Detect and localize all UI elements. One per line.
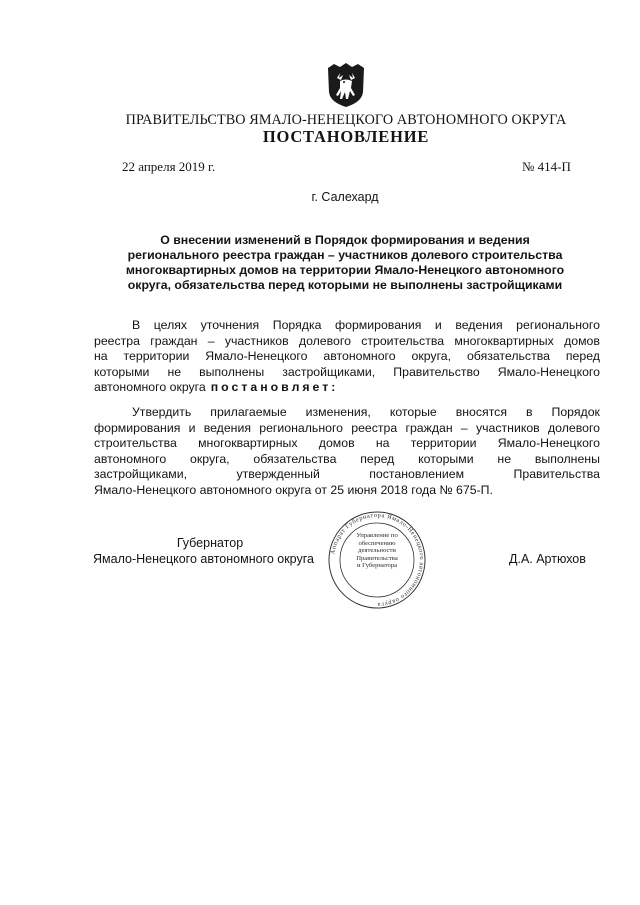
stamp-ring-text: Аппарат Губернатора Ямало-Ненецкого автономного округа xyxy=(329,511,426,609)
word: реестра xyxy=(351,420,398,435)
signatory-organization: Ямало-Ненецкого автономного округа xyxy=(93,552,314,566)
title-line: регионального реестра граждан – участников долевого строительства xyxy=(127,248,563,262)
word: на xyxy=(375,436,390,451)
signatory-title: Губернатор xyxy=(176,536,244,550)
word: территории xyxy=(123,349,190,364)
text-fragment: Ямало-Ненецкого автономного округа от 25 июня 2018 года № 675-П. xyxy=(94,482,493,497)
word: и xyxy=(434,318,442,332)
word: автономного xyxy=(323,349,396,364)
word: Ямало-Ненецкого xyxy=(497,436,600,451)
word: которыми xyxy=(418,451,474,466)
word: Правительства xyxy=(513,467,600,482)
stamp-center-text xyxy=(349,532,405,570)
word: домов xyxy=(318,436,355,451)
word: участников xyxy=(224,333,289,348)
word: автономного xyxy=(94,451,167,466)
word: многоквартирных xyxy=(198,436,298,451)
document-type: ПОСТАНОВЛЕНИЕ xyxy=(262,127,430,146)
coat-of-arms-icon xyxy=(326,62,366,108)
word: не xyxy=(497,451,512,466)
word: изменения, xyxy=(305,405,371,419)
word: которыми xyxy=(94,364,150,379)
word: долевого xyxy=(547,420,600,435)
word: утвержденный xyxy=(236,467,320,482)
stamp-line: Управление по xyxy=(356,532,398,539)
word: уточнения xyxy=(200,318,260,332)
word: участников xyxy=(475,420,540,435)
word: которые xyxy=(389,405,437,419)
word: обязательства xyxy=(466,349,550,364)
word: – xyxy=(460,420,468,435)
document-place: г. Салехард xyxy=(311,190,379,204)
word: выполнены xyxy=(199,364,265,379)
text-line xyxy=(94,380,600,396)
word: перед xyxy=(565,349,600,364)
word: целях xyxy=(153,318,188,332)
word: и xyxy=(188,420,196,435)
stamp-line: Правительства xyxy=(356,554,398,562)
word: застройщиками, xyxy=(282,364,376,379)
word: застройщиками, xyxy=(94,467,188,482)
text-line xyxy=(94,483,600,499)
word: строительства xyxy=(94,436,177,451)
text-line xyxy=(94,349,600,365)
word: строительства xyxy=(361,333,445,348)
text-line xyxy=(94,467,600,483)
document-title xyxy=(95,233,595,293)
word: в xyxy=(525,405,533,419)
title-line: округа, обязательства перед которыми не выполнены застройщиками xyxy=(127,278,563,292)
word: постановлением xyxy=(369,467,465,482)
government-name: ПРАВИТЕЛЬСТВО ЯМАЛО-НЕНЕЦКОГО АВТОНОМНОГО ОКРУГА xyxy=(125,112,567,128)
word: регионального xyxy=(259,420,344,435)
word: Ямало-Ненецкого xyxy=(497,364,600,379)
stamp-line: обеспечению xyxy=(358,539,396,547)
title-line: О внесении изменений в Порядок формирования и ведения xyxy=(160,233,530,247)
text-line xyxy=(94,334,600,350)
word: граждан xyxy=(405,420,453,435)
word: В xyxy=(132,318,141,332)
stamp-line: и Губернатора xyxy=(356,562,398,570)
word: домов xyxy=(564,333,600,348)
text-line xyxy=(94,436,600,452)
text-line xyxy=(94,405,600,421)
word: Ямало-Ненецкого xyxy=(205,349,308,364)
word: вносятся xyxy=(455,405,507,419)
word: Порядка xyxy=(272,318,322,332)
preamble-paragraph xyxy=(94,318,600,396)
word: округа, xyxy=(190,451,230,466)
word: выполнены xyxy=(534,451,600,466)
text-fragment: автономного округа xyxy=(94,380,206,395)
resolves-word: постановляет: xyxy=(210,380,339,395)
text-line xyxy=(94,452,600,468)
document-number: № 414-П xyxy=(522,159,571,174)
word: – xyxy=(207,333,215,348)
signatory-name: Д.А. Артюхов xyxy=(509,552,586,566)
word: прилагаемые xyxy=(210,405,287,419)
word: Правительство xyxy=(393,364,480,379)
word: не xyxy=(167,364,182,379)
word: долевого xyxy=(298,333,351,348)
text-line xyxy=(94,421,600,437)
word: округа, xyxy=(411,349,452,364)
word: многоквартирных xyxy=(454,333,554,348)
word: Утвердить xyxy=(132,405,192,419)
title-line: многоквартирных домов на территории Ямало-Ненецкого автономного xyxy=(125,263,565,277)
word: ведения xyxy=(203,420,251,435)
word: граждан xyxy=(150,333,198,348)
word: Порядок xyxy=(551,405,600,419)
word: ведения xyxy=(455,318,503,332)
word: территории xyxy=(410,436,477,451)
stamp-line: деятельности xyxy=(358,547,396,555)
word: формирования xyxy=(335,318,422,332)
word: реестра xyxy=(94,333,140,348)
text-line xyxy=(94,318,600,334)
word: регионального xyxy=(516,318,600,332)
document-date: 22 апреля 2019 г. xyxy=(122,159,216,174)
resolution-paragraph xyxy=(94,405,600,499)
word: на xyxy=(94,349,108,364)
word: обязательства xyxy=(253,451,337,466)
word: формирования xyxy=(94,420,181,435)
word: перед xyxy=(360,451,395,466)
text-line xyxy=(94,365,600,381)
